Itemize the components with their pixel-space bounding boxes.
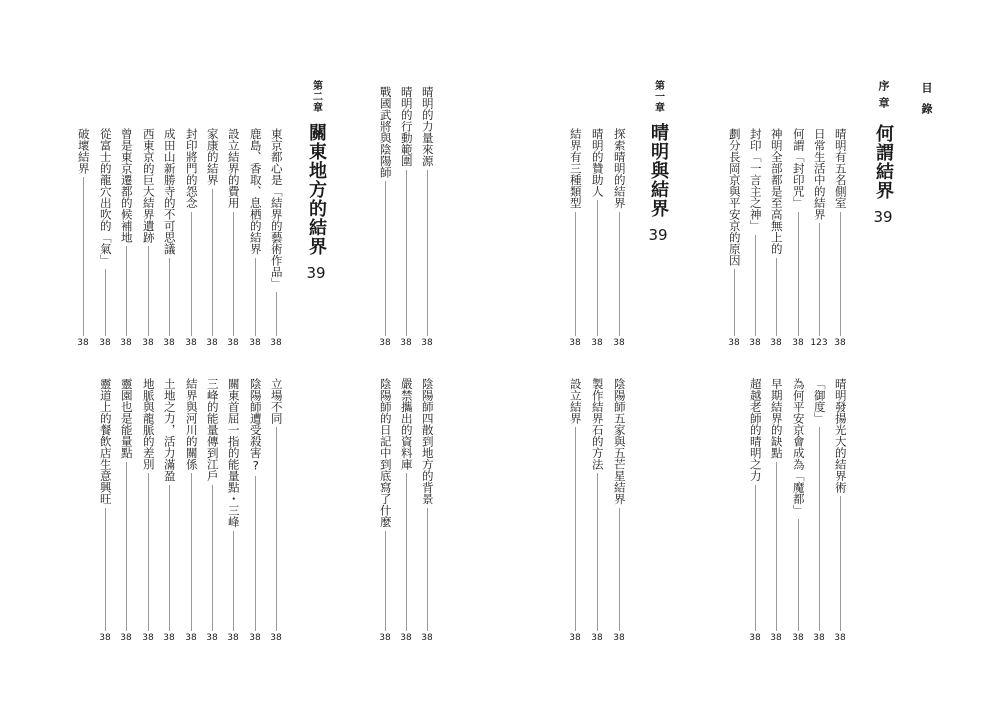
- toc-leader: [619, 508, 620, 632]
- toc-leader: [276, 427, 277, 631]
- toc-entry-page: 38: [770, 338, 782, 348]
- toc-entry-title: 破壞結界: [76, 128, 91, 174]
- toc-entry-title: 成田山新勝寺的不可思議: [162, 128, 177, 255]
- toc-leader: [191, 212, 192, 337]
- toc-leader: [255, 476, 256, 632]
- toc-entry-title: 陰陽師五家與五芒星結界: [612, 378, 627, 505]
- toc-leader: [840, 496, 841, 631]
- toc-entry-page: 38: [569, 633, 581, 643]
- toc-entry-page: 38: [591, 338, 603, 348]
- chapter2-page: 39: [306, 264, 326, 282]
- toc-entry-title: 日常生活中的結界: [812, 128, 827, 220]
- toc-entry-page: 38: [749, 633, 761, 643]
- toc-entry-title: 關東首屈一指的能量點・三峰: [226, 378, 241, 528]
- toc-leader: [169, 258, 170, 337]
- toc-entry: [161, 128, 177, 348]
- prologue-page: 39: [873, 208, 893, 226]
- toc-entry: [726, 128, 742, 348]
- toc-entry: [790, 378, 806, 643]
- toc-entry-page: 38: [421, 338, 433, 348]
- toc-leader: [212, 189, 213, 337]
- toc-entry-page: 38: [77, 338, 89, 348]
- toc-entry: [398, 86, 414, 348]
- toc-entry-title: 劃分長岡京與平安京的原因: [727, 128, 742, 266]
- toc-entry-title: 嚴禁攜出的資料庫: [399, 378, 414, 470]
- toc-entry: [377, 378, 393, 643]
- toc-entry: [204, 378, 220, 643]
- toc-entry-page: 38: [249, 338, 261, 348]
- toc-entry-title: 晴明有五名側室: [833, 128, 848, 209]
- toc-leader: [597, 200, 598, 336]
- toc-leader: [105, 269, 106, 336]
- toc-entry-page: 38: [569, 338, 581, 348]
- toc-entry-title: 三峰的能量傳到江戶: [205, 378, 220, 482]
- toc-entry-page: 38: [163, 338, 175, 348]
- toc-entry: [225, 378, 241, 643]
- toc-leader: [427, 170, 428, 337]
- toc-leader: [148, 246, 149, 336]
- chapter2-title: 關東地方的結界: [306, 123, 327, 256]
- toc-entry: [589, 128, 605, 348]
- toc-entry: [118, 378, 134, 643]
- toc-leader: [427, 508, 428, 632]
- toc-entry: [161, 378, 177, 643]
- toc-entry-title: 晴明的贊助人: [590, 128, 605, 197]
- toc-leader: [840, 212, 841, 337]
- toc-entry-title: 設立結界的費用: [226, 128, 241, 209]
- toc-entry: [419, 378, 435, 643]
- toc-entry-title: 立場不同: [269, 378, 284, 424]
- toc-entry-page: 38: [421, 633, 433, 643]
- toc-entry-page: 38: [185, 633, 197, 643]
- toc-entry-title: 神明全部都是至高無上的: [769, 128, 784, 255]
- toc-entry-title: 設立結界: [568, 378, 583, 424]
- toc-entry-page: 38: [613, 338, 625, 348]
- toc-entry-title: 西東京的巨大結界遺跡: [141, 128, 156, 243]
- toc-entry-page: 38: [379, 338, 391, 348]
- chapter1-page: 39: [648, 226, 668, 244]
- toc-entry-page: 38: [206, 338, 218, 348]
- toc-entry: [768, 378, 784, 643]
- toc-entry-page: 38: [227, 633, 239, 643]
- chapter2-label: 第二章: [310, 80, 322, 113]
- toc-entry-title: 結界與河川的關係: [184, 378, 199, 470]
- toc-entry-page: 38: [591, 633, 603, 643]
- toc-entry: [567, 378, 583, 643]
- toc-entry-page: 38: [270, 338, 282, 348]
- toc-entry-page: 38: [185, 338, 197, 348]
- toc-entry-title: 「御度」: [812, 378, 827, 424]
- toc-entry-page: 38: [249, 633, 261, 643]
- toc-leader: [169, 485, 170, 632]
- toc-entry-page: 38: [834, 338, 846, 348]
- toc-entry: [140, 128, 156, 348]
- toc-entry-title: 超越老師的晴明之力: [748, 378, 763, 482]
- toc-entry-title: 製作結界石的方法: [590, 378, 605, 470]
- toc-entry: [204, 128, 220, 348]
- toc-leader: [276, 292, 277, 336]
- chapter1-header: [645, 80, 671, 244]
- toc-leader: [212, 485, 213, 632]
- toc-entry-title: 陰陽師的日記中到底寫了什麼: [378, 378, 393, 528]
- toc-leader: [148, 473, 149, 631]
- toc-leader: [575, 427, 576, 631]
- toc-entry-title: 鹿島、香取、息栖的結界: [248, 128, 263, 255]
- toc-leader: [126, 462, 127, 632]
- toc-entry-title: 何謂「封印咒」: [791, 128, 806, 209]
- toc-entry: [611, 378, 627, 643]
- toc-entry-page: 38: [728, 338, 740, 348]
- toc-leader: [755, 485, 756, 632]
- toc-title: 目錄: [920, 82, 933, 124]
- toc-entry-title: 土地之力，活力滿盈: [162, 378, 177, 482]
- toc-entry-title: 探索晴明的結界: [612, 128, 627, 209]
- toc-entry: [832, 128, 848, 348]
- toc-entry: [247, 128, 263, 348]
- toc-entry-page: 38: [206, 633, 218, 643]
- toc-leader: [776, 258, 777, 337]
- toc-entry: [97, 128, 113, 348]
- toc-entry: [183, 128, 199, 348]
- toc-entry: [790, 128, 806, 348]
- toc-leader: [819, 427, 820, 631]
- toc-leader: [406, 473, 407, 631]
- toc-entry-page: 38: [99, 338, 111, 348]
- toc-entry: [268, 378, 284, 643]
- toc-entry: [183, 378, 199, 643]
- toc-entry-page: 38: [813, 633, 825, 643]
- prologue-title: 何謂結界: [873, 124, 894, 200]
- toc-entry-title: 封印「一言主之神」: [748, 128, 763, 232]
- toc-entry-page: 38: [163, 633, 175, 643]
- chapter1-title: 晴明與結界: [648, 123, 669, 218]
- toc-entry-title: 陰陽師四散到地方的背景: [420, 378, 435, 505]
- toc-leader: [798, 519, 799, 631]
- toc-entry: [419, 86, 435, 348]
- toc-entry-page: 38: [400, 338, 412, 348]
- toc-entry-title: 戰國武將與陰陽師: [378, 86, 393, 178]
- toc-entry: [118, 128, 134, 348]
- toc-entry: [225, 128, 241, 348]
- toc-entry-page: 38: [120, 338, 132, 348]
- toc-entry-title: 從富士的龍穴出吹的「氣」: [98, 128, 113, 266]
- toc-entry-title: 曾是東京遷都的候補地: [119, 128, 134, 243]
- chapter1-label: 第一章: [652, 80, 664, 113]
- toc-leader: [385, 531, 386, 632]
- toc-leader: [385, 181, 386, 336]
- toc-entry-page: 38: [400, 633, 412, 643]
- toc-leader: [126, 246, 127, 336]
- toc-entry: [747, 378, 763, 643]
- toc-entry-page: 38: [379, 633, 391, 643]
- chapter2-header: [303, 80, 329, 282]
- toc-entry: [811, 378, 827, 643]
- toc-entry-title: 為何平安京會成為「魔都」: [791, 378, 806, 516]
- toc-leader: [819, 223, 820, 336]
- toc-entry-title: 靈道上的餐飲店生意興旺: [98, 378, 113, 505]
- toc-entry: [97, 378, 113, 643]
- toc-entry: [567, 128, 583, 348]
- toc-leader: [575, 212, 576, 337]
- toc-entry-page: 38: [792, 338, 804, 348]
- toc-leader: [191, 473, 192, 631]
- toc-entry-page: 38: [120, 633, 132, 643]
- toc-entry-page: 38: [270, 633, 282, 643]
- toc-entry: [811, 128, 827, 348]
- toc-entry-title: 早期結界的缺點: [769, 378, 784, 459]
- toc-leader: [233, 531, 234, 632]
- prologue-label: 序章: [877, 80, 890, 114]
- toc-entry: [611, 128, 627, 348]
- toc-entry-page: 38: [792, 633, 804, 643]
- toc-entry: [75, 128, 91, 348]
- toc-leader: [597, 473, 598, 631]
- toc-leader: [734, 269, 735, 336]
- toc-entry: [832, 378, 848, 643]
- toc-leader: [619, 212, 620, 337]
- toc-entry-page: 38: [834, 633, 846, 643]
- toc-leader: [105, 508, 106, 632]
- toc-entry: [398, 378, 414, 643]
- toc-entry-title: 封印將門的怨念: [184, 128, 199, 209]
- toc-leader: [255, 258, 256, 337]
- toc-entry-page: 38: [99, 633, 111, 643]
- toc-entry: [747, 128, 763, 348]
- toc-entry-page: 123: [810, 338, 828, 348]
- toc-entry-page: 38: [749, 338, 761, 348]
- toc-entry: [140, 378, 156, 643]
- toc-entry-title: 靈園也是能量點: [119, 378, 134, 459]
- toc-entry-title: 地脈與龍脈的差別: [141, 378, 156, 470]
- toc-entry-page: 38: [142, 338, 154, 348]
- toc-entry: [268, 128, 284, 348]
- toc-entry: [589, 378, 605, 643]
- prologue-header: [870, 80, 896, 226]
- toc-entry-page: 38: [770, 633, 782, 643]
- toc-entry-title: 晴明發揚光大的結界術: [833, 378, 848, 493]
- toc-entry-title: 結界有三種類型: [568, 128, 583, 209]
- toc-leader: [233, 212, 234, 337]
- toc-entry: [247, 378, 263, 643]
- toc-entry-page: 38: [142, 633, 154, 643]
- toc-entry-title: 晴明的行動範圍: [399, 86, 414, 167]
- toc-leader: [755, 235, 756, 337]
- toc-leader: [406, 170, 407, 337]
- toc-entry: [377, 86, 393, 348]
- toc-entry-title: 東京都心是「結界的藝術作品」: [269, 128, 284, 289]
- toc-entry-title: 家康的結界: [205, 128, 220, 186]
- toc-leader: [798, 212, 799, 337]
- toc-entry-page: 38: [613, 633, 625, 643]
- toc-entry-title: 晴明的力量來源: [420, 86, 435, 167]
- toc-leader: [83, 177, 84, 336]
- toc-leader: [776, 462, 777, 632]
- toc-entry-page: 38: [227, 338, 239, 348]
- toc-entry-title: 陰陽師遭受殺害?: [248, 378, 263, 473]
- toc-entry: [768, 128, 784, 348]
